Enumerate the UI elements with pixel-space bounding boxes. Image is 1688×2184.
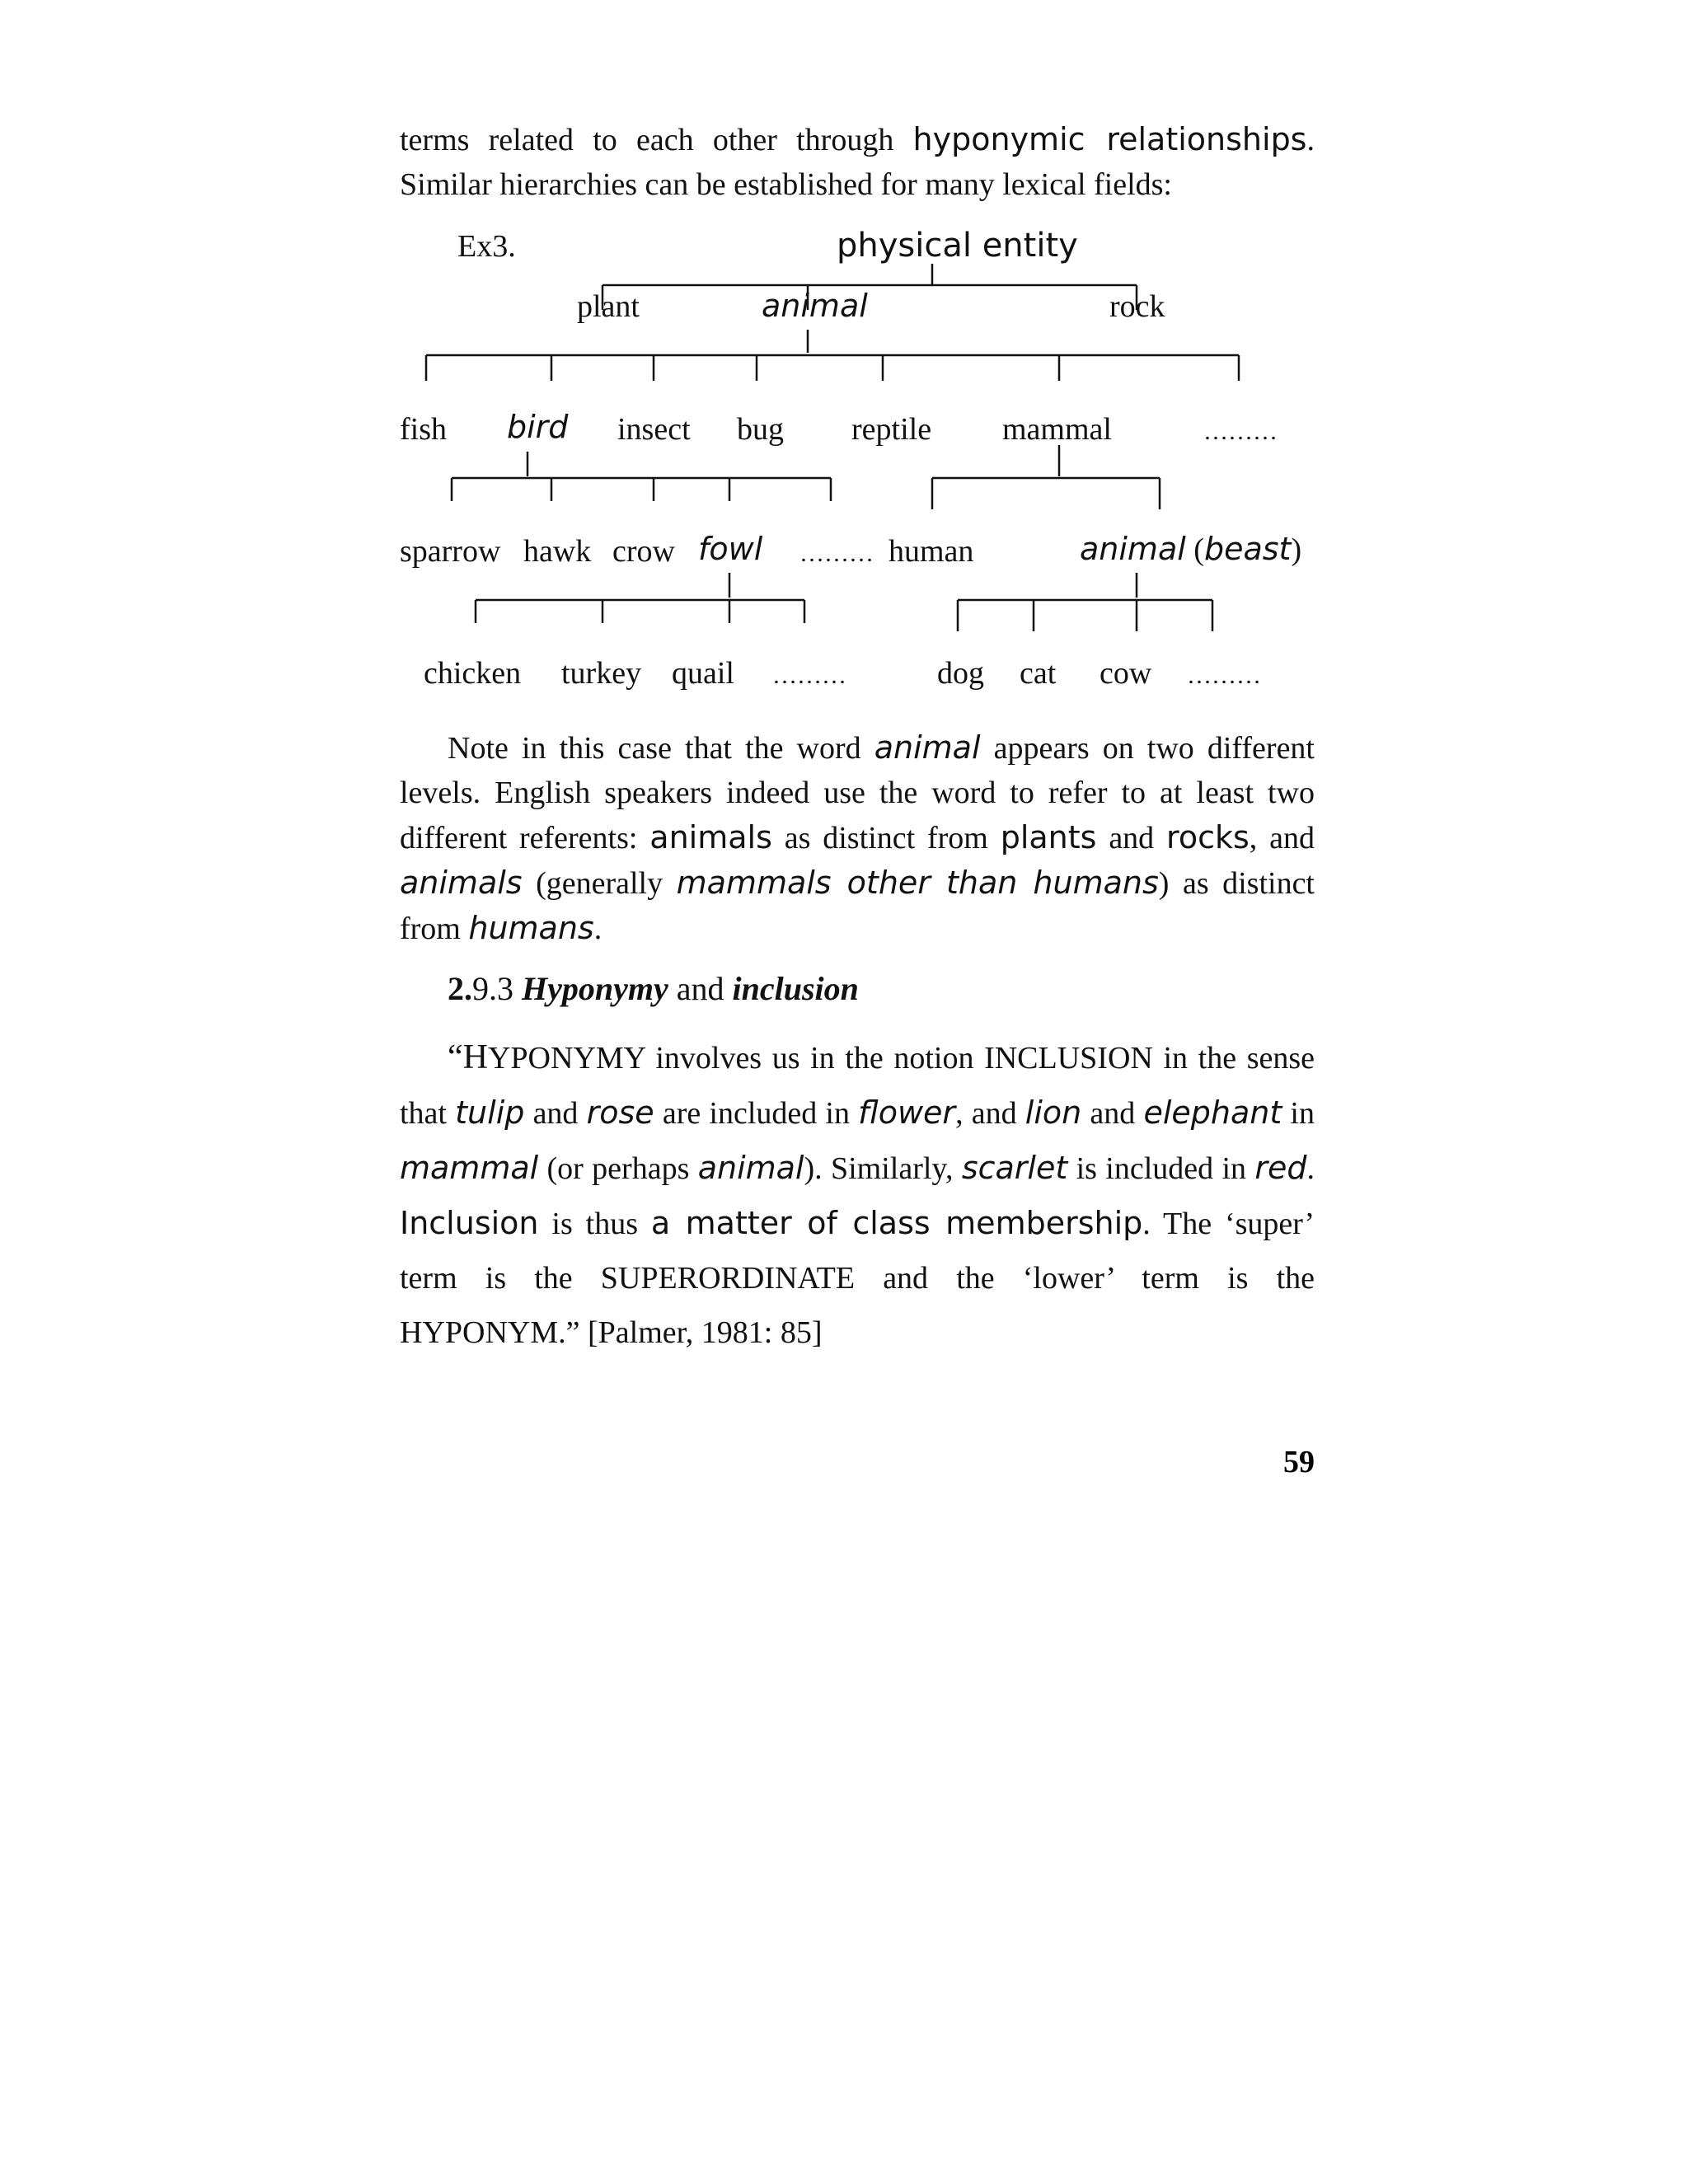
node-animal-beast: animal (beast) bbox=[1080, 531, 1302, 567]
ellipsis-beasts: ……… bbox=[1187, 662, 1261, 689]
node-human: human bbox=[889, 534, 974, 569]
node-turkey: turkey bbox=[561, 656, 642, 691]
node-bug: bug bbox=[737, 412, 784, 447]
ellipsis-level2: ……… bbox=[1203, 418, 1278, 445]
hyponymy-tree-diagram bbox=[0, 0, 1688, 742]
section-heading: 2.9.3 Hyponymy and inclusion bbox=[448, 970, 859, 1007]
ellipsis-fowl: ……… bbox=[772, 662, 846, 689]
node-cow: cow bbox=[1100, 656, 1152, 691]
paragraph-animal-note: Note in this case that the word animal appears on two different levels. English speakers indeed use the word to refer to at least two different referents: animals as distinct from plants and rocks, and animals (generally mammals other than humans) as distinct from humans. bbox=[400, 729, 1315, 946]
node-hawk: hawk bbox=[523, 534, 592, 569]
paragraph-palmer-quote: “HYPONYMY involves us in the notion INCLUSION in the sense that tulip and rose are included in flower, and lion and elephant in mammal (or perhaps animal). Similarly, scarlet is included in red. Inclusion is thus a matter of class membership. The ‘super’ term is the SUPERORDINATE and the ‘lower’ term is the HYPONYM.” [Palmer, 1981: 85] bbox=[400, 1038, 1315, 1350]
ellipsis-birds: ……… bbox=[799, 540, 874, 567]
node-insect: insect bbox=[617, 412, 691, 447]
page-number: 59 bbox=[1283, 1445, 1315, 1479]
node-reptile: reptile bbox=[851, 412, 932, 447]
node-chicken: chicken bbox=[424, 656, 522, 691]
node-dog: dog bbox=[937, 656, 984, 691]
node-bird: bird bbox=[507, 409, 569, 445]
example-label: Ex3. bbox=[457, 229, 516, 264]
node-rock: rock bbox=[1109, 289, 1165, 324]
node-plant: plant bbox=[577, 289, 640, 324]
node-mammal: mammal bbox=[1002, 412, 1112, 447]
node-quail: quail bbox=[672, 656, 734, 691]
node-crow: crow bbox=[612, 534, 675, 569]
term-hyponymic-relationships: hyponymic relationships bbox=[912, 121, 1307, 157]
node-sparrow: sparrow bbox=[400, 534, 501, 569]
node-cat: cat bbox=[1020, 656, 1057, 691]
node-physical-entity: physical entity bbox=[837, 227, 1078, 265]
node-fish: fish bbox=[400, 412, 447, 447]
node-animal: animal bbox=[762, 288, 868, 324]
paragraph-intro: terms related to each other through hyponymic relationships. Similar hierarchies can be established for many lexical fields: bbox=[400, 121, 1315, 202]
node-fowl: fowl bbox=[698, 531, 763, 567]
